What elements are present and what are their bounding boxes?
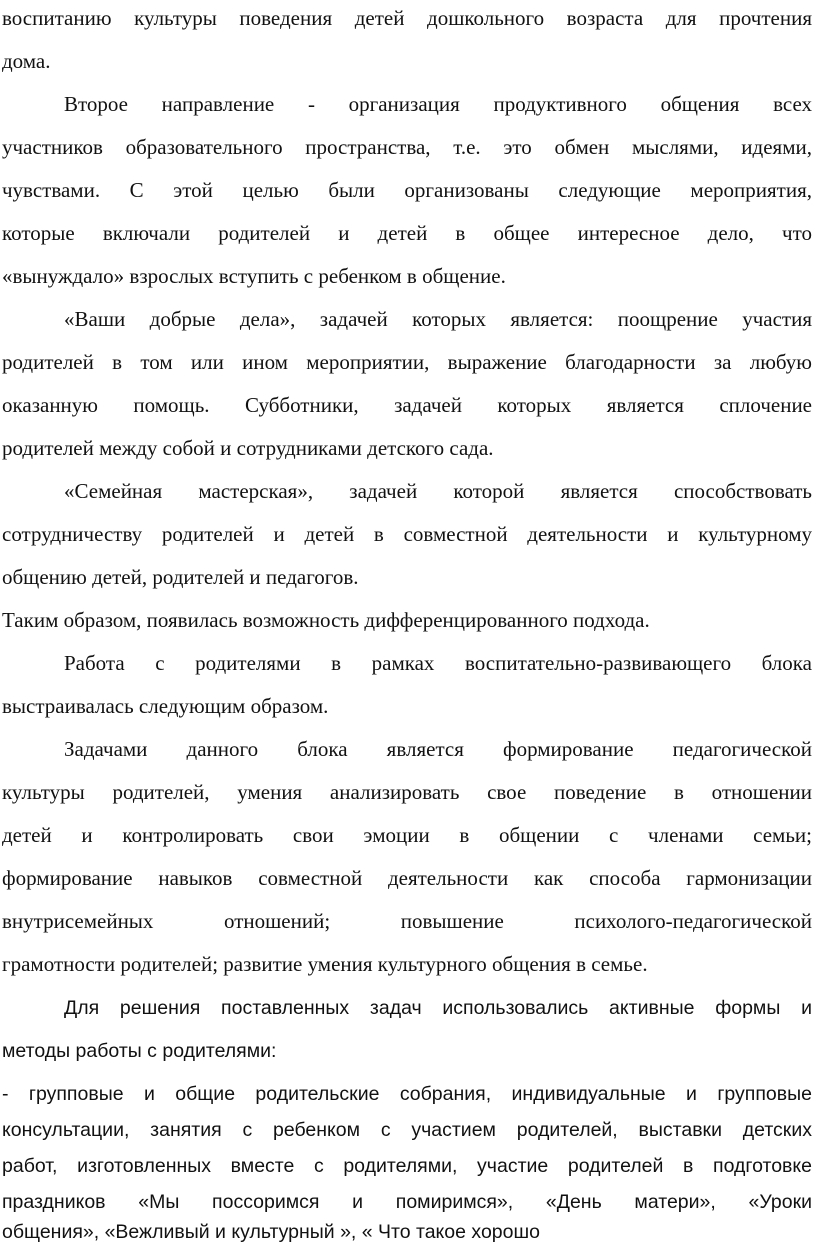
text-line: формирование навыков совместной деятельности как способа гармонизации (2, 866, 812, 890)
text-line: выстраивалась следующим образом. (2, 694, 329, 718)
text-line: культуры родителей, умения анализировать свое поведение в отношении (2, 780, 812, 804)
paragraph-first-line: Второе направление - организация продуктивного общения всех (64, 92, 812, 116)
text-line: грамотности родителей; развитие умения культурного общения в семье. (2, 952, 648, 976)
paragraph-first-line: Для решения поставленных задач использовались активные формы и (64, 997, 812, 1019)
text-line: «вынуждало» взрослых вступить с ребенком в общение. (2, 264, 506, 288)
list-item-line: - групповые и общие родительские собрания, индивидуальные и групповые (2, 1083, 812, 1105)
text-line: родителей между собой и сотрудниками детского сада. (2, 436, 494, 460)
paragraph-first-line: «Ваши добрые дела», задачей которых является: поощрение участия (64, 307, 812, 331)
text-line: праздников «Мы поссоримся и помиримся», «День матери», «Уроки (2, 1191, 812, 1213)
text-line: общению детей, родителей и педагогов. (2, 565, 359, 589)
text-line: общения», «Вежливый и культурный », « Что такое хорошо (2, 1221, 540, 1243)
text-line: внутрисемейных отношений; повышение психолого-педагогической (2, 909, 812, 933)
text-line: сотрудничеству родителей и детей в совместной деятельности и культурному (2, 522, 812, 546)
paragraph-first-line: Работа с родителями в рамках воспитательно-развивающего блока (64, 651, 812, 675)
paragraph-first-line: Таким образом, появилась возможность дифференцированного подхода. (2, 608, 650, 632)
paragraph-first-line: «Семейная мастерская», задачей которой является способствовать (64, 479, 812, 503)
text-line: воспитанию культуры поведения детей дошкольного возраста для прочтения (2, 6, 812, 30)
text-line: дома. (2, 49, 51, 73)
text-line: родителей в том или ином мероприятии, выражение благодарности за любую (2, 350, 812, 374)
text-line: чувствами. С этой целью были организованы следующие мероприятия, (2, 178, 812, 202)
text-line: консультации, занятия с ребенком с участием родителей, выставки детских (2, 1119, 812, 1141)
text-line: участников образовательного пространства, т.е. это обмен мыслями, идеями, (2, 135, 812, 159)
text-line: методы работы с родителями: (2, 1040, 277, 1062)
paragraph-first-line: Задачами данного блока является формирование педагогической (64, 737, 812, 761)
text-line: оказанную помощь. Субботники, задачей которых является сплочение (2, 393, 812, 417)
text-line: детей и контролировать свои эмоции в общении с членами семьи; (2, 823, 812, 847)
text-line: которые включали родителей и детей в общее интересное дело, что (2, 221, 812, 245)
text-line: работ, изготовленных вместе с родителями, участие родителей в подготовке (2, 1155, 812, 1177)
